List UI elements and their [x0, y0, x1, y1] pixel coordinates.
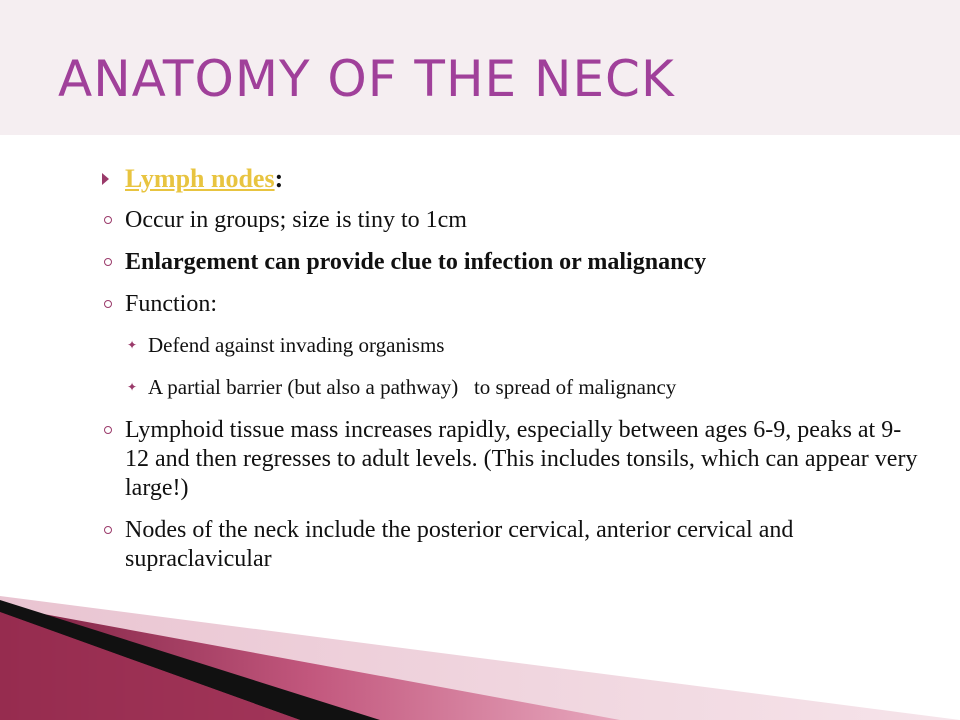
circle-bullet-icon — [104, 300, 112, 308]
heading-colon: : — [274, 164, 284, 193]
bullet-function — [98, 290, 918, 319]
slide-title: ANATOMY OF THE NECK — [58, 50, 675, 108]
sub-bullet-defend — [98, 332, 918, 359]
circle-bullet-icon — [104, 258, 112, 266]
bullet-enlargement — [98, 248, 918, 277]
slide-content — [98, 162, 918, 587]
sub-bullet-barrier — [98, 374, 918, 401]
bullet-text: Function: — [125, 291, 218, 317]
star-bullet-icon: ✦ — [127, 338, 138, 352]
circle-bullet-icon — [104, 426, 112, 434]
lymph-nodes-link[interactable]: Lymph nodes — [125, 164, 275, 193]
bullet-text: Lymphoid tissue mass increases rapidly, especially between ages 6-9, peaks at 9-12 and then regresses to adult levels. (This includes tonsils, which can appear very large!) — [125, 417, 918, 501]
bullet-nodes-of-neck — [98, 516, 918, 574]
sub-bullet-text: Defend against invading organisms — [148, 333, 445, 357]
bullet-lymph-nodes — [98, 162, 918, 196]
triangle-bullet-icon — [102, 173, 109, 185]
star-bullet-icon: ✦ — [127, 380, 138, 394]
bullet-text: Enlargement can provide clue to infection or malignancy — [125, 249, 707, 275]
bullet-text: Occur in groups; size is tiny to 1cm — [125, 207, 467, 233]
bullet-text: Nodes of the neck include the posterior cervical, anterior cervical and supraclavicular — [125, 517, 794, 572]
bullet-lymphoid-tissue — [98, 416, 918, 503]
circle-bullet-icon — [104, 526, 112, 534]
footer-swoosh-decoration — [0, 596, 960, 720]
bullet-groups — [98, 206, 918, 235]
circle-bullet-icon — [104, 216, 112, 224]
sub-bullet-text: A partial barrier (but also a pathway) to spread of malignancy — [148, 375, 677, 399]
